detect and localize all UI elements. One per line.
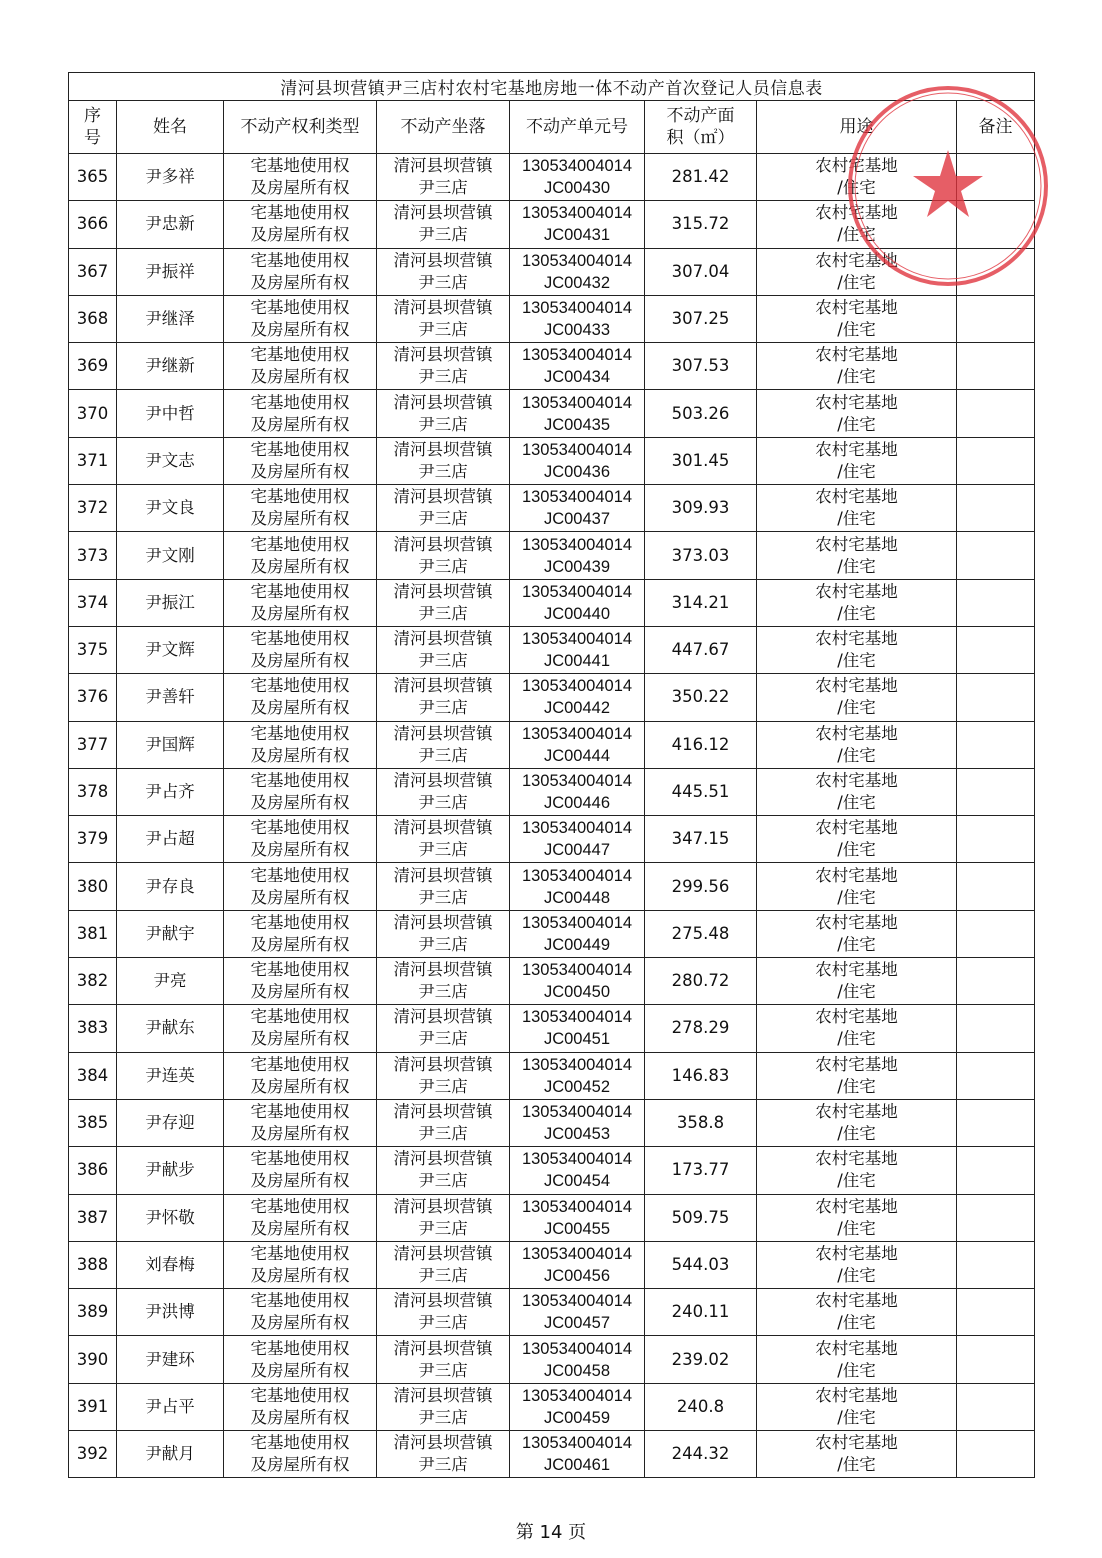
cell-name: 尹振祥	[117, 248, 224, 295]
cell-seq: 366	[69, 201, 117, 248]
cell-area: 347.15	[645, 816, 757, 863]
cell-unit-no: 130534004014 JC00448	[510, 863, 645, 910]
cell-usage: 农村宅基地 /住宅	[757, 1241, 957, 1288]
cell-location: 清河县坝营镇 尹三店	[377, 295, 510, 342]
cell-location: 清河县坝营镇 尹三店	[377, 1005, 510, 1052]
table-row	[69, 626, 1035, 673]
cell-name: 尹占平	[117, 1383, 224, 1430]
cell-right-type: 宅基地使用权 及房屋所有权	[224, 248, 377, 295]
cell-seq: 392	[69, 1431, 117, 1478]
cell-seq: 384	[69, 1052, 117, 1099]
cell-seq: 377	[69, 721, 117, 768]
cell-name: 尹存良	[117, 863, 224, 910]
cell-remark	[957, 1336, 1035, 1383]
cell-location: 清河县坝营镇 尹三店	[377, 863, 510, 910]
cell-seq: 375	[69, 626, 117, 673]
cell-location: 清河县坝营镇 尹三店	[377, 958, 510, 1005]
cell-location: 清河县坝营镇 尹三店	[377, 1194, 510, 1241]
cell-seq: 380	[69, 863, 117, 910]
cell-usage: 农村宅基地 /住宅	[757, 1147, 957, 1194]
cell-location: 清河县坝营镇 尹三店	[377, 1147, 510, 1194]
cell-seq: 385	[69, 1099, 117, 1146]
cell-location: 清河县坝营镇 尹三店	[377, 154, 510, 201]
cell-seq: 371	[69, 437, 117, 484]
cell-name: 尹忠新	[117, 201, 224, 248]
cell-right-type: 宅基地使用权 及房屋所有权	[224, 295, 377, 342]
cell-unit-no: 130534004014 JC00449	[510, 910, 645, 957]
cell-usage: 农村宅基地 /住宅	[757, 343, 957, 390]
cell-usage: 农村宅基地 /住宅	[757, 958, 957, 1005]
cell-usage: 农村宅基地 /住宅	[757, 295, 957, 342]
cell-location: 清河县坝营镇 尹三店	[377, 343, 510, 390]
cell-unit-no: 130534004014 JC00434	[510, 343, 645, 390]
cell-usage: 农村宅基地 /住宅	[757, 532, 957, 579]
cell-area: 314.21	[645, 579, 757, 626]
cell-area: 307.25	[645, 295, 757, 342]
cell-area: 447.67	[645, 626, 757, 673]
cell-right-type: 宅基地使用权 及房屋所有权	[224, 1194, 377, 1241]
cell-area: 173.77	[645, 1147, 757, 1194]
cell-seq: 374	[69, 579, 117, 626]
cell-unit-no: 130534004014 JC00459	[510, 1383, 645, 1430]
cell-area: 350.22	[645, 674, 757, 721]
cell-name: 尹文刚	[117, 532, 224, 579]
cell-remark	[957, 248, 1035, 295]
cell-name: 尹占超	[117, 816, 224, 863]
cell-name: 尹善轩	[117, 674, 224, 721]
cell-unit-no: 130534004014 JC00442	[510, 674, 645, 721]
cell-name: 尹存迎	[117, 1099, 224, 1146]
table-row	[69, 437, 1035, 484]
cell-location: 清河县坝营镇 尹三店	[377, 626, 510, 673]
cell-remark	[957, 1099, 1035, 1146]
cell-right-type: 宅基地使用权 及房屋所有权	[224, 1099, 377, 1146]
table-row	[69, 958, 1035, 1005]
cell-seq: 390	[69, 1336, 117, 1383]
cell-seq: 391	[69, 1383, 117, 1430]
cell-area: 275.48	[645, 910, 757, 957]
table-row	[69, 1099, 1035, 1146]
cell-usage: 农村宅基地 /住宅	[757, 768, 957, 815]
cell-remark	[957, 1052, 1035, 1099]
cell-right-type: 宅基地使用权 及房屋所有权	[224, 437, 377, 484]
cell-unit-no: 130534004014 JC00454	[510, 1147, 645, 1194]
cell-seq: 376	[69, 674, 117, 721]
cell-seq: 373	[69, 532, 117, 579]
cell-seq: 365	[69, 154, 117, 201]
cell-right-type: 宅基地使用权 及房屋所有权	[224, 485, 377, 532]
table-row	[69, 1336, 1035, 1383]
cell-area: 299.56	[645, 863, 757, 910]
cell-right-type: 宅基地使用权 及房屋所有权	[224, 1289, 377, 1336]
cell-usage: 农村宅基地 /住宅	[757, 1052, 957, 1099]
cell-unit-no: 130534004014 JC00458	[510, 1336, 645, 1383]
cell-unit-no: 130534004014 JC00430	[510, 154, 645, 201]
cell-usage: 农村宅基地 /住宅	[757, 437, 957, 484]
cell-name: 尹多祥	[117, 154, 224, 201]
cell-location: 清河县坝营镇 尹三店	[377, 1241, 510, 1288]
cell-area: 240.8	[645, 1383, 757, 1430]
cell-seq: 367	[69, 248, 117, 295]
cell-area: 307.53	[645, 343, 757, 390]
header-location: 不动产坐落	[377, 101, 510, 154]
cell-area: 315.72	[645, 201, 757, 248]
cell-unit-no: 130534004014 JC00432	[510, 248, 645, 295]
cell-location: 清河县坝营镇 尹三店	[377, 390, 510, 437]
cell-usage: 农村宅基地 /住宅	[757, 1194, 957, 1241]
cell-remark	[957, 910, 1035, 957]
cell-unit-no: 130534004014 JC00431	[510, 201, 645, 248]
cell-unit-no: 130534004014 JC00457	[510, 1289, 645, 1336]
cell-usage: 农村宅基地 /住宅	[757, 721, 957, 768]
table-row	[69, 863, 1035, 910]
cell-remark	[957, 343, 1035, 390]
cell-name: 刘春梅	[117, 1241, 224, 1288]
cell-location: 清河县坝营镇 尹三店	[377, 1052, 510, 1099]
cell-seq: 369	[69, 343, 117, 390]
cell-right-type: 宅基地使用权 及房屋所有权	[224, 390, 377, 437]
cell-unit-no: 130534004014 JC00447	[510, 816, 645, 863]
table-row	[69, 343, 1035, 390]
cell-unit-no: 130534004014 JC00446	[510, 768, 645, 815]
cell-remark	[957, 485, 1035, 532]
page-number: 第 14 页	[515, 1522, 587, 1543]
cell-location: 清河县坝营镇 尹三店	[377, 674, 510, 721]
cell-name: 尹文良	[117, 485, 224, 532]
cell-unit-no: 130534004014 JC00455	[510, 1194, 645, 1241]
cell-unit-no: 130534004014 JC00444	[510, 721, 645, 768]
cell-area: 307.04	[645, 248, 757, 295]
cell-right-type: 宅基地使用权 及房屋所有权	[224, 626, 377, 673]
cell-remark	[957, 154, 1035, 201]
cell-remark	[957, 1194, 1035, 1241]
table-row	[69, 1052, 1035, 1099]
table-row	[69, 1431, 1035, 1478]
cell-name: 尹国辉	[117, 721, 224, 768]
cell-remark	[957, 579, 1035, 626]
cell-right-type: 宅基地使用权 及房屋所有权	[224, 674, 377, 721]
registration-table-sheet	[68, 72, 1034, 1478]
cell-name: 尹亮	[117, 958, 224, 1005]
table-row	[69, 390, 1035, 437]
cell-seq: 386	[69, 1147, 117, 1194]
cell-right-type: 宅基地使用权 及房屋所有权	[224, 1147, 377, 1194]
cell-seq: 372	[69, 485, 117, 532]
table-row	[69, 579, 1035, 626]
cell-right-type: 宅基地使用权 及房屋所有权	[224, 910, 377, 957]
header-remark: 备注	[957, 101, 1035, 154]
header-usage: 用途	[757, 101, 957, 154]
table-row	[69, 1241, 1035, 1288]
cell-usage: 农村宅基地 /住宅	[757, 201, 957, 248]
cell-seq: 383	[69, 1005, 117, 1052]
cell-area: 544.03	[645, 1241, 757, 1288]
table-row	[69, 721, 1035, 768]
cell-right-type: 宅基地使用权 及房屋所有权	[224, 958, 377, 1005]
table-row	[69, 1147, 1035, 1194]
cell-remark	[957, 1383, 1035, 1430]
cell-usage: 农村宅基地 /住宅	[757, 674, 957, 721]
cell-usage: 农村宅基地 /住宅	[757, 626, 957, 673]
cell-unit-no: 130534004014 JC00433	[510, 295, 645, 342]
cell-location: 清河县坝营镇 尹三店	[377, 532, 510, 579]
cell-right-type: 宅基地使用权 及房屋所有权	[224, 1052, 377, 1099]
cell-area: 240.11	[645, 1289, 757, 1336]
table-row	[69, 1289, 1035, 1336]
cell-usage: 农村宅基地 /住宅	[757, 390, 957, 437]
cell-right-type: 宅基地使用权 及房屋所有权	[224, 768, 377, 815]
cell-remark	[957, 532, 1035, 579]
cell-remark	[957, 1147, 1035, 1194]
table-row	[69, 768, 1035, 815]
cell-right-type: 宅基地使用权 及房屋所有权	[224, 201, 377, 248]
cell-usage: 农村宅基地 /住宅	[757, 816, 957, 863]
cell-usage: 农村宅基地 /住宅	[757, 579, 957, 626]
cell-seq: 370	[69, 390, 117, 437]
cell-name: 尹献宇	[117, 910, 224, 957]
cell-unit-no: 130534004014 JC00435	[510, 390, 645, 437]
cell-location: 清河县坝营镇 尹三店	[377, 1099, 510, 1146]
cell-usage: 农村宅基地 /住宅	[757, 1383, 957, 1430]
cell-right-type: 宅基地使用权 及房屋所有权	[224, 1241, 377, 1288]
table-row	[69, 1194, 1035, 1241]
cell-area: 509.75	[645, 1194, 757, 1241]
cell-remark	[957, 626, 1035, 673]
cell-unit-no: 130534004014 JC00437	[510, 485, 645, 532]
cell-area: 280.72	[645, 958, 757, 1005]
cell-remark	[957, 721, 1035, 768]
cell-location: 清河县坝营镇 尹三店	[377, 1383, 510, 1430]
cell-location: 清河县坝营镇 尹三店	[377, 248, 510, 295]
cell-area: 503.26	[645, 390, 757, 437]
table-row	[69, 154, 1035, 201]
cell-name: 尹振江	[117, 579, 224, 626]
cell-area: 278.29	[645, 1005, 757, 1052]
cell-area: 373.03	[645, 532, 757, 579]
cell-right-type: 宅基地使用权 及房屋所有权	[224, 579, 377, 626]
header-name: 姓名	[117, 101, 224, 154]
cell-usage: 农村宅基地 /住宅	[757, 248, 957, 295]
cell-remark	[957, 295, 1035, 342]
cell-usage: 农村宅基地 /住宅	[757, 910, 957, 957]
cell-usage: 农村宅基地 /住宅	[757, 863, 957, 910]
cell-name: 尹连英	[117, 1052, 224, 1099]
cell-usage: 农村宅基地 /住宅	[757, 1099, 957, 1146]
cell-unit-no: 130534004014 JC00436	[510, 437, 645, 484]
cell-location: 清河县坝营镇 尹三店	[377, 1431, 510, 1478]
table-row	[69, 295, 1035, 342]
cell-unit-no: 130534004014 JC00461	[510, 1431, 645, 1478]
table-header-row	[69, 101, 1035, 154]
cell-location: 清河县坝营镇 尹三店	[377, 768, 510, 815]
header-area: 不动产面 积（㎡）	[645, 101, 757, 154]
cell-remark	[957, 1005, 1035, 1052]
cell-usage: 农村宅基地 /住宅	[757, 1431, 957, 1478]
cell-name: 尹继新	[117, 343, 224, 390]
cell-right-type: 宅基地使用权 及房屋所有权	[224, 816, 377, 863]
cell-name: 尹献月	[117, 1431, 224, 1478]
cell-location: 清河县坝营镇 尹三店	[377, 910, 510, 957]
cell-area: 239.02	[645, 1336, 757, 1383]
header-right-type: 不动产权利类型	[224, 101, 377, 154]
header-unit-no: 不动产单元号	[510, 101, 645, 154]
cell-area: 445.51	[645, 768, 757, 815]
table-row	[69, 1383, 1035, 1430]
cell-area: 301.45	[645, 437, 757, 484]
cell-name: 尹文辉	[117, 626, 224, 673]
cell-unit-no: 130534004014 JC00453	[510, 1099, 645, 1146]
cell-location: 清河县坝营镇 尹三店	[377, 1289, 510, 1336]
cell-usage: 农村宅基地 /住宅	[757, 154, 957, 201]
cell-remark	[957, 1289, 1035, 1336]
cell-unit-no: 130534004014 JC00441	[510, 626, 645, 673]
cell-unit-no: 130534004014 JC00452	[510, 1052, 645, 1099]
table-row	[69, 485, 1035, 532]
cell-usage: 农村宅基地 /住宅	[757, 1005, 957, 1052]
cell-right-type: 宅基地使用权 及房屋所有权	[224, 154, 377, 201]
cell-unit-no: 130534004014 JC00451	[510, 1005, 645, 1052]
cell-usage: 农村宅基地 /住宅	[757, 1289, 957, 1336]
cell-remark	[957, 201, 1035, 248]
cell-name: 尹文志	[117, 437, 224, 484]
cell-name: 尹建环	[117, 1336, 224, 1383]
cell-location: 清河县坝营镇 尹三店	[377, 1336, 510, 1383]
cell-usage: 农村宅基地 /住宅	[757, 485, 957, 532]
cell-name: 尹献东	[117, 1005, 224, 1052]
header-seq: 序 号	[69, 101, 117, 154]
cell-unit-no: 130534004014 JC00456	[510, 1241, 645, 1288]
cell-usage: 农村宅基地 /住宅	[757, 1336, 957, 1383]
cell-remark	[957, 437, 1035, 484]
cell-location: 清河县坝营镇 尹三店	[377, 721, 510, 768]
table-row	[69, 1005, 1035, 1052]
cell-area: 244.32	[645, 1431, 757, 1478]
cell-name: 尹献步	[117, 1147, 224, 1194]
cell-unit-no: 130534004014 JC00439	[510, 532, 645, 579]
cell-area: 416.12	[645, 721, 757, 768]
cell-location: 清河县坝营镇 尹三店	[377, 485, 510, 532]
cell-remark	[957, 863, 1035, 910]
cell-remark	[957, 816, 1035, 863]
cell-name: 尹怀敬	[117, 1194, 224, 1241]
cell-location: 清河县坝营镇 尹三店	[377, 816, 510, 863]
cell-area: 281.42	[645, 154, 757, 201]
cell-right-type: 宅基地使用权 及房屋所有权	[224, 863, 377, 910]
cell-name: 尹洪博	[117, 1289, 224, 1336]
cell-seq: 379	[69, 816, 117, 863]
registration-table	[68, 72, 1035, 1478]
cell-seq: 387	[69, 1194, 117, 1241]
cell-area: 358.8	[645, 1099, 757, 1146]
cell-right-type: 宅基地使用权 及房屋所有权	[224, 721, 377, 768]
cell-right-type: 宅基地使用权 及房屋所有权	[224, 1383, 377, 1430]
table-row	[69, 532, 1035, 579]
cell-seq: 378	[69, 768, 117, 815]
cell-remark	[957, 1241, 1035, 1288]
table-title: 清河县坝营镇尹三店村农村宅基地房地一体不动产首次登记人员信息表	[69, 73, 1035, 101]
cell-name: 尹继泽	[117, 295, 224, 342]
cell-seq: 389	[69, 1289, 117, 1336]
cell-seq: 388	[69, 1241, 117, 1288]
table-row	[69, 248, 1035, 295]
cell-remark	[957, 674, 1035, 721]
cell-location: 清河县坝营镇 尹三店	[377, 579, 510, 626]
cell-unit-no: 130534004014 JC00440	[510, 579, 645, 626]
table-row	[69, 816, 1035, 863]
cell-remark	[957, 390, 1035, 437]
cell-area: 146.83	[645, 1052, 757, 1099]
cell-right-type: 宅基地使用权 及房屋所有权	[224, 532, 377, 579]
cell-right-type: 宅基地使用权 及房屋所有权	[224, 343, 377, 390]
cell-name: 尹中哲	[117, 390, 224, 437]
cell-remark	[957, 958, 1035, 1005]
cell-area: 309.93	[645, 485, 757, 532]
cell-seq: 382	[69, 958, 117, 1005]
cell-location: 清河县坝营镇 尹三店	[377, 201, 510, 248]
cell-unit-no: 130534004014 JC00450	[510, 958, 645, 1005]
table-row	[69, 201, 1035, 248]
cell-seq: 381	[69, 910, 117, 957]
cell-right-type: 宅基地使用权 及房屋所有权	[224, 1336, 377, 1383]
cell-seq: 368	[69, 295, 117, 342]
cell-name: 尹占齐	[117, 768, 224, 815]
table-row	[69, 910, 1035, 957]
table-row	[69, 674, 1035, 721]
cell-remark	[957, 768, 1035, 815]
cell-right-type: 宅基地使用权 及房屋所有权	[224, 1005, 377, 1052]
cell-right-type: 宅基地使用权 及房屋所有权	[224, 1431, 377, 1478]
cell-location: 清河县坝营镇 尹三店	[377, 437, 510, 484]
cell-remark	[957, 1431, 1035, 1478]
